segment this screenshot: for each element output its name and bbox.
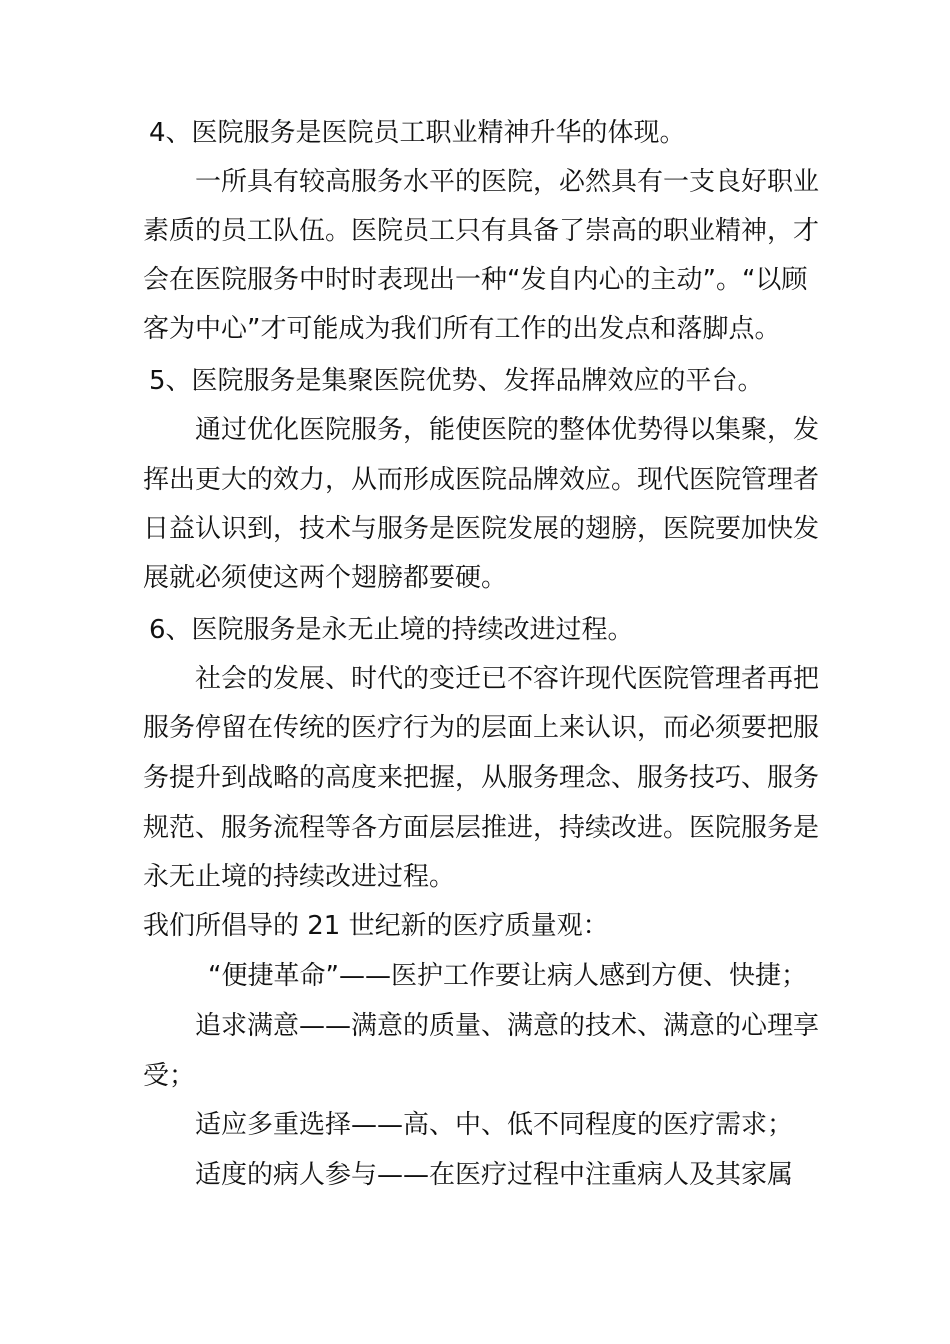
quality-view-line-4: 适应多重选择——高、中、低不同程度的医疗需求； [195,1110,794,1140]
section-4-line-4: 客为中心”才可能成为我们所有工作的出发点和落脚点。 [143,314,781,344]
quality-view-line-5: 适度的病人参与——在医疗过程中注重病人及其家属 [195,1160,794,1190]
section-6-line-4: 规范、服务流程等各方面层层推进，持续改进。医院服务是 [143,813,820,843]
section-4-line-3: 会在医院服务中时时表现出一种“发自内心的主动”。“以顾 [143,265,808,295]
section-5-heading: 5、医院服务是集聚医院优势、发挥品牌效应的平台。 [149,366,764,396]
section-6-line-2: 服务停留在传统的医疗行为的层面上来认识，而必须要把服 [143,713,820,743]
section-5-line-1: 通过优化医院服务，能使医院的整体优势得以集聚，发 [195,415,820,445]
section-5-line-4: 展就必须使这两个翅膀都要硬。 [143,563,508,593]
quality-view-intro: 我们所倡导的 21 世纪新的医疗质量观： [143,911,609,941]
quality-view-line-3: 受； [143,1061,196,1091]
section-6-line-3: 务提升到战略的高度来把握，从服务理念、服务技巧、服务 [143,763,820,793]
section-6-line-1: 社会的发展、时代的变迁已不容许现代医院管理者再把 [195,664,820,694]
section-5-line-3: 日益认识到，技术与服务是医院发展的翅膀，医院要加快发 [143,514,820,544]
section-4-line-1: 一所具有较高服务水平的医院，必然具有一支良好职业 [195,167,820,197]
section-6-line-5: 永无止境的持续改进过程。 [143,862,456,892]
section-5-line-2: 挥出更大的效力，从而形成医院品牌效应。现代医院管理者 [143,465,820,495]
quality-view-line-1: “便捷革命”——医护工作要让病人感到方便、快捷； [208,961,807,991]
section-6-heading: 6、医院服务是永无止境的持续改进过程。 [149,615,634,645]
quality-view-line-2: 追求满意——满意的质量、满意的技术、满意的心理享 [195,1011,820,1041]
section-4-line-2: 素质的员工队伍。医院员工只有具备了崇高的职业精神，才 [143,216,820,246]
section-4-heading: 4、医院服务是医院员工职业精神升华的体现。 [149,118,686,148]
